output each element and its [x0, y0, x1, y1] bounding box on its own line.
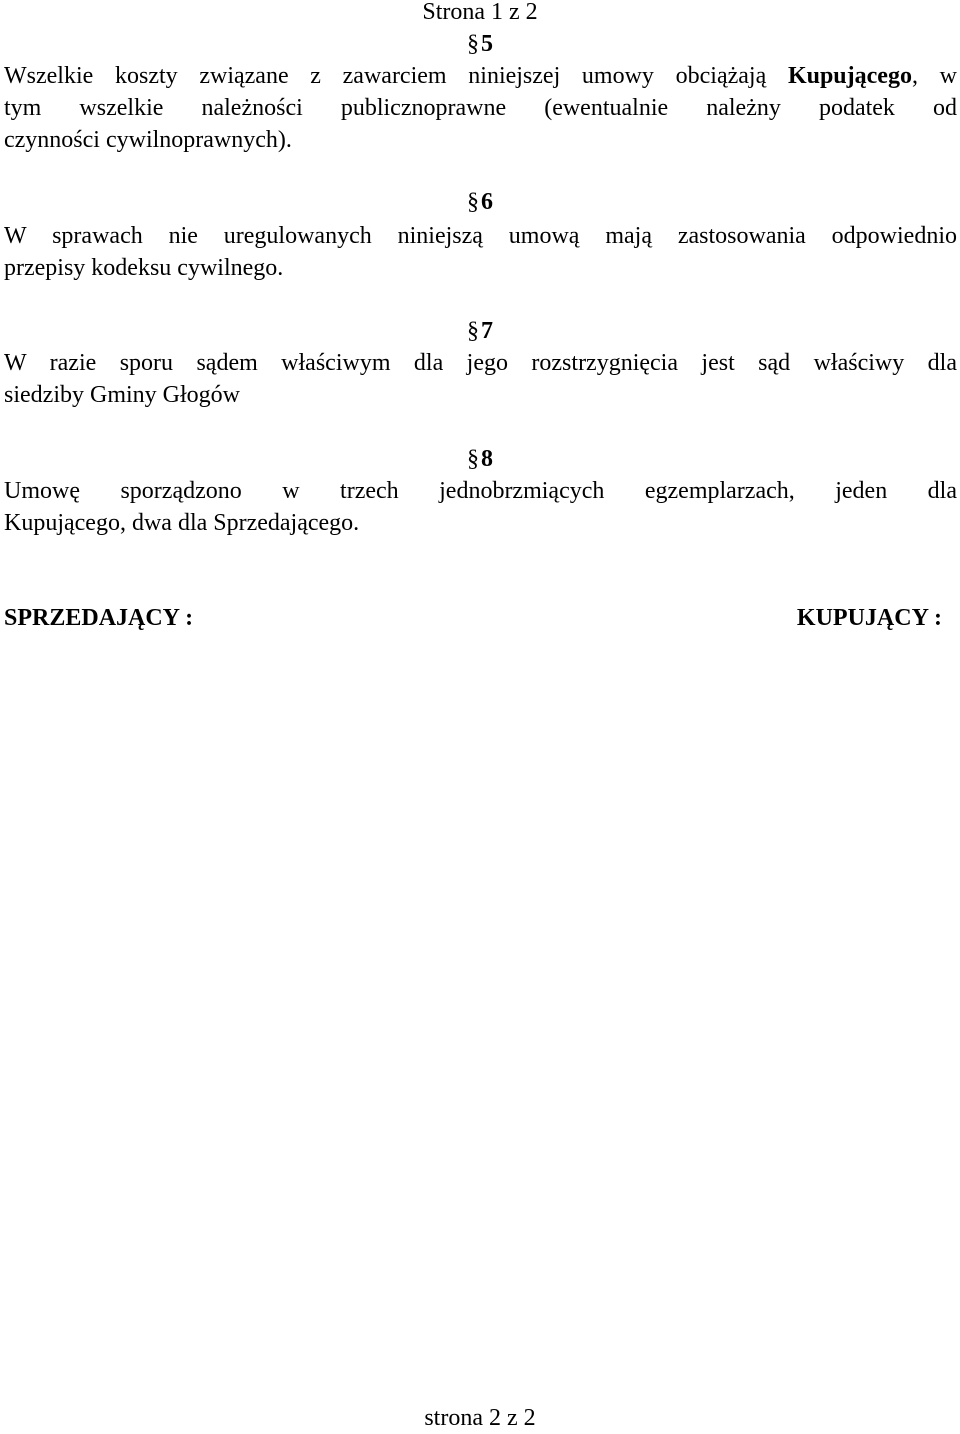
section-number: 8: [481, 446, 493, 472]
page-header: Strona 1 z 2: [422, 0, 538, 25]
section-8-line-2: Kupującego, dwa dla Sprzedającego.: [4, 510, 360, 536]
text-segment: Wszelkie koszty związane z zawarciem niniejszej umowy obciążają: [4, 63, 788, 89]
section-6-line-1: W sprawach nie uregulowanych niniejszą umową mają zastosowania odpowiednio: [4, 223, 957, 249]
section-heading-6: [0, 186, 960, 218]
section-number: 6: [481, 189, 493, 215]
section-6-line-2: przepisy kodeksu cywilnego.: [4, 255, 284, 281]
section-number: 7: [481, 318, 493, 344]
text-segment: , w: [911, 63, 957, 89]
section-heading-8: [0, 443, 960, 475]
section-7-line-2: siedziby Gminy Głogów: [4, 382, 240, 408]
section-number: 5: [481, 31, 493, 57]
section-heading-5: [0, 28, 960, 60]
section-8-line-1: Umowę sporządzono w trzech jednobrzmiących egzemplarzach, jeden dla: [4, 478, 957, 504]
section-symbol: §: [467, 318, 479, 344]
section-symbol: §: [467, 446, 479, 472]
buyer-signature-label: KUPUJĄCY :: [796, 605, 942, 631]
page-footer: strona 2 z 2: [424, 1405, 536, 1431]
section-symbol: §: [467, 31, 479, 57]
section-5-line-2: tym wszelkie należności publicznoprawne (ewentualnie należny podatek od: [4, 95, 957, 121]
section-7-line-1: W razie sporu sądem właściwym dla jego rozstrzygnięcia jest sąd właściwy dla: [4, 350, 957, 376]
section-symbol: §: [467, 189, 479, 215]
bold-party-name: Kupującego: [787, 63, 912, 89]
seller-signature-label: SPRZEDAJĄCY :: [4, 605, 194, 631]
section-5-line-1: [4, 60, 957, 92]
section-5-line-3: czynności cywilnoprawnych).: [4, 127, 292, 153]
section-heading-7: [0, 315, 960, 347]
